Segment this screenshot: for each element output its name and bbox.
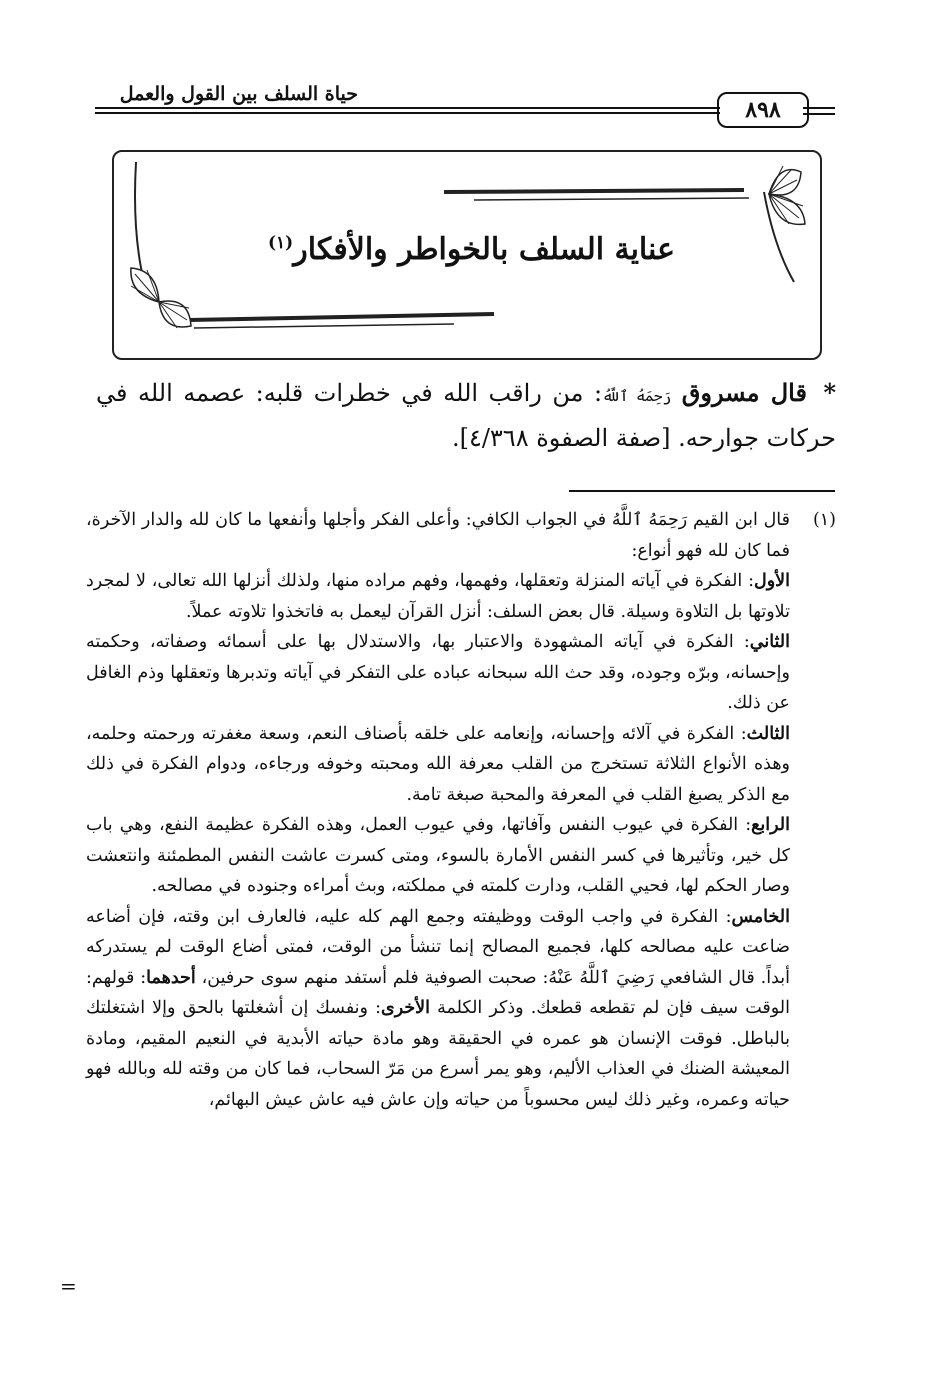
footnote-text: : الفكرة في آياته المشهودة والاعتبار بها، والاستدلال بها على أسمائه وصفاته، وحكمته وإحسانه، وبرّه وجوده، وقد حث الله سبحانه عباده على التفكر في آياته وتدبرها وتعقلها وذم الغافل عن ذلك. [86, 632, 790, 713]
footnote-text: : ونفسك إن أشغلتها بالحق وإلا اشتغلتك بالباطل. فوقت الإنسان هو عمره في الحقيقة وهو مادة حياته الأبدية في النعيم المقيم، ومادة المعيشة الضنك في العذاب الأليم، وهو يمر أسرع من مَرّ السحاب، فما كان من وقته لله وبالله فهو حياته وعمره، وغير ذلك ليس محسوباً من حياته وإن عاش فيه عاش عيش البهائم، [86, 998, 790, 1110]
chapter-title-text: عناية السلف بالخواطر والأفكار [293, 232, 676, 267]
footnote-paragraph [86, 627, 790, 719]
footnote [86, 505, 836, 1115]
footnote-text: : قولهم: الوقت سيف فإن لم تقطعه قطعك. وذكر الكلمة [86, 967, 790, 1018]
footnote-text: : الفكرة في واجب الوقت ووظيفته وجمع الهم كله عليه، فالعارف ابن وقته، فإن أضاعه ضاعت عليه مصالحه كلها، فجميع المصالح إنما تنشأ من الوقت، فمتى أضاع الوقت لم يستدركه أبداً. قال الشافعي رَضِيَ ٱللَّهُ عَنْهُ: صحبت الصوفية فلم أستفد منهم سوى حرفين، [86, 906, 790, 988]
continuation-mark: = [60, 1274, 77, 1298]
footnote-label: الثالث [746, 723, 790, 744]
footnote-intro: قال ابن القيم رَحِمَهُ ٱللَّهُ في الجواب الكافي: وأعلى الفكر وأجلها وأنفعها ما كان لله والدار الآخرة، فما كان لله فهو أنواع: [86, 510, 790, 561]
footnote-text: : الفكرة في آلائه وإحسانه، وإنعامه على خلقه بأصناف النعم، وسعة مغفرته ورحمته وحلمه، وهذه الأنواع الثلاثة تستخرج من القلب معرفة الله ومحبته وخوفه ورجاءه، ودوام الفكرة في ذلك مع الذكر يصبغ القلب في المعرفة والمحبة صبغة تامة. [86, 723, 790, 805]
main-quote [96, 372, 836, 459]
footnote-paragraph [86, 566, 790, 627]
footnote-label: الأخرى [381, 998, 431, 1018]
honorific: رَحِمَهُ ٱللَّهُ [602, 387, 672, 405]
bullet-star: * [823, 378, 837, 407]
speaker-name: قال مسروق [681, 378, 807, 407]
page-number: ٨٩٨ [717, 92, 809, 128]
footnote-paragraph [86, 810, 790, 902]
footnote-label: الثاني [749, 632, 790, 652]
footnote-text: : الفكرة في عيوب النفس وآفاتها، وفي عيوب العمل، وهذه الفكرة عظيمة النفع، وهي باب كل خير، وتأثيرها في كسر النفس الأمارة بالسوء، ومتى كسرت عاشت النفس المطمئنة وانتعشت وصار الحكم لها، فحيي القلب، ودارت كلمته في مملكته، وبث أمراءه وجنوده في مصالحه. [86, 815, 790, 896]
footnote-separator [569, 490, 835, 492]
footnote-label: أحدهما [146, 967, 196, 988]
footnote-body [86, 505, 790, 1115]
quote-text: : من راقب الله في خطرات قلبه: عصمه الله في حركات جوارحه. [صفة الصفوة ٤/٣٦٨]. [96, 379, 836, 452]
chapter-title [0, 232, 943, 267]
footnote-paragraph [86, 902, 790, 1116]
header-rule [95, 107, 720, 117]
running-title: حياة السلف بين القول والعمل [119, 83, 358, 105]
footnote-label: الأول [753, 571, 790, 591]
footnote-text: : الفكرة في آياته المنزلة وتعقلها، وفهمها، وفهم مراده منها، ولذلك أنزلها الله تعالى، لا لمجرد تلاوتها بل التلاوة وسيلة. قال بعض السلف: أنزل القرآن ليعمل به فاتخذوا تلاوته عملاً. [86, 571, 790, 622]
footnote-reference: (١) [267, 233, 294, 253]
footnote-paragraph [86, 719, 790, 811]
footnote-label: الرابع [751, 815, 790, 835]
footnote-marker: (١) [812, 510, 836, 530]
footnote-label: الخامس [731, 906, 790, 927]
